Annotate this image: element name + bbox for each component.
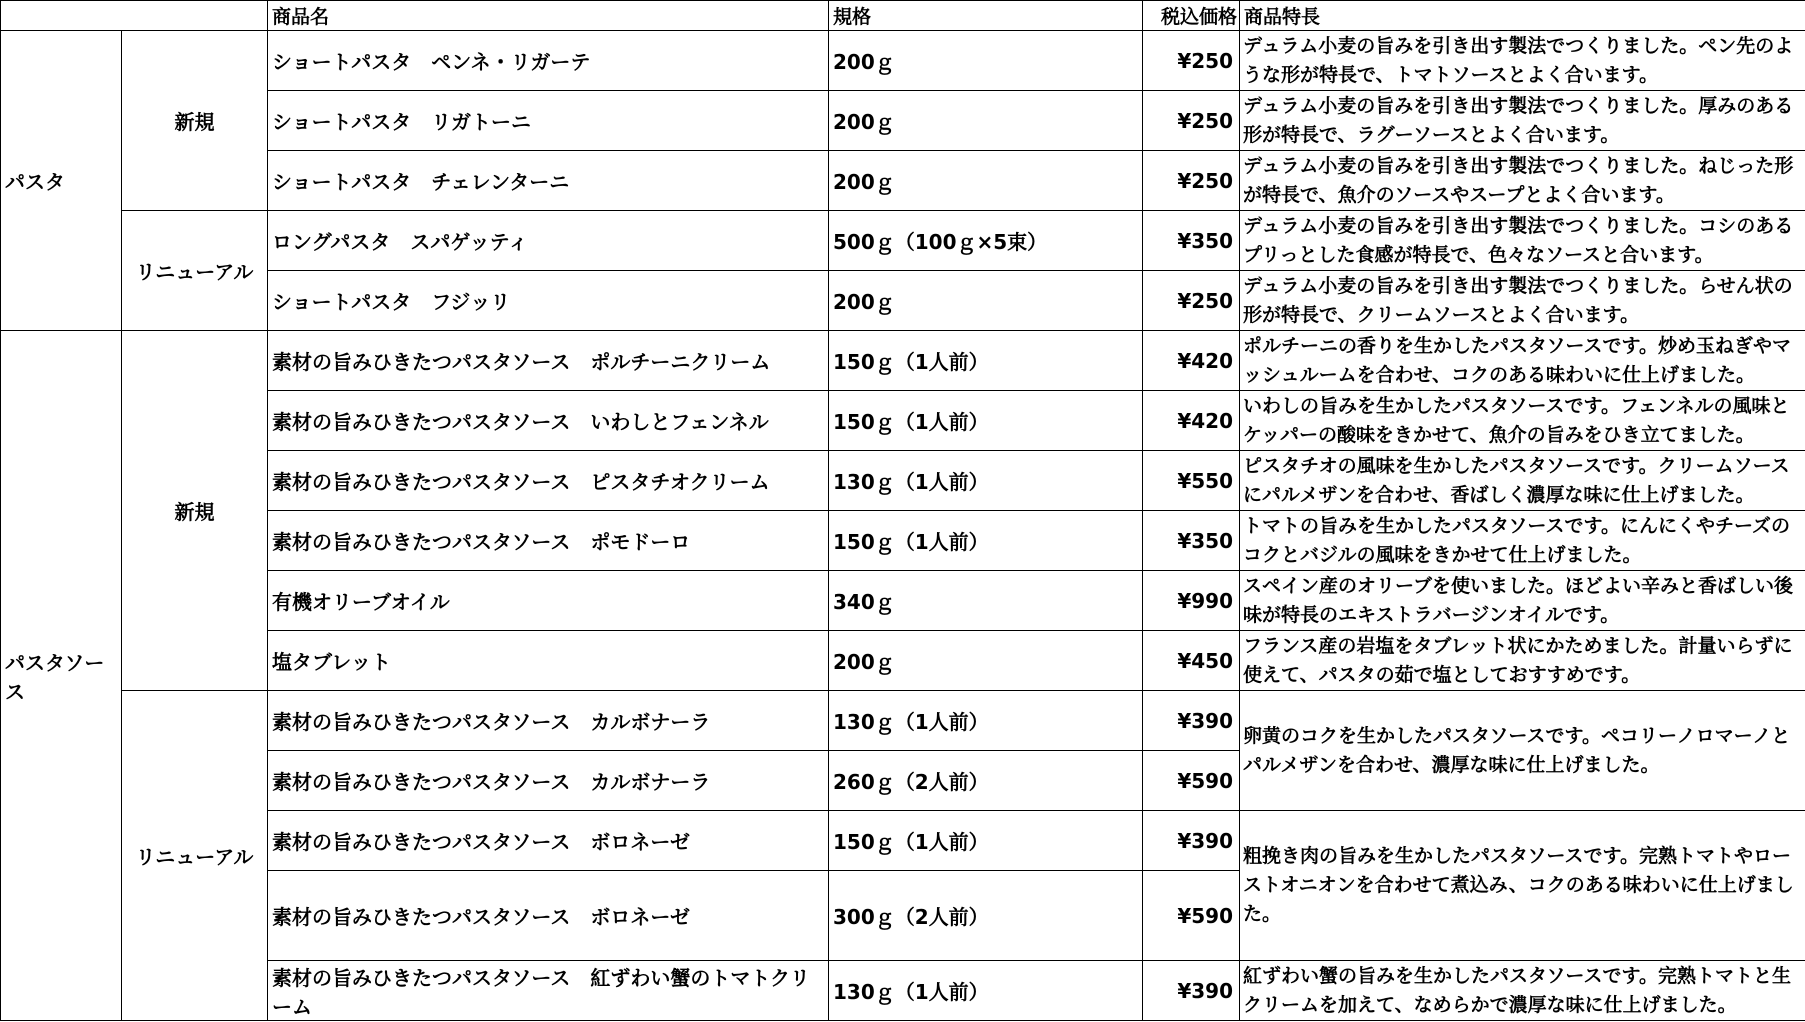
product-spec: 200ｇ — [829, 91, 1143, 151]
product-spec: 200ｇ — [829, 31, 1143, 91]
product-feature: デュラム小麦の旨みを引き出す製法でつくりました。ペン先のような形が特長で、トマトソースとよく合います。 — [1240, 31, 1805, 91]
type-renewal: リニューアル — [122, 211, 268, 331]
header-spec: 規格 — [829, 1, 1143, 31]
table-row — [1, 511, 1805, 571]
product-name: 素材の旨みひきたつパスタソース カルボナーラ — [268, 691, 829, 751]
product-spec: 130ｇ（1人前） — [829, 451, 1143, 511]
product-feature: 粗挽き肉の旨みを生かしたパスタソースです。完熟トマトやローストオニオンを合わせて煮込み、コクのある味わいに仕上げました。 — [1240, 811, 1805, 961]
product-feature: デュラム小麦の旨みを引き出す製法でつくりました。ねじった形が特長で、魚介のソースやスープとよく合います。 — [1240, 151, 1805, 211]
header-price: 税込価格 — [1143, 1, 1240, 31]
table-row — [1, 691, 1805, 751]
product-price: ¥550 — [1143, 451, 1240, 511]
product-spec: 300ｇ（2人前） — [829, 871, 1143, 961]
product-spec: 150ｇ（1人前） — [829, 391, 1143, 451]
category-sauce: パスタソース — [1, 331, 122, 1021]
table-row — [1, 391, 1805, 451]
table-row — [1, 271, 1805, 331]
product-name: ショートパスタ リガトーニ — [268, 91, 829, 151]
table-row — [1, 91, 1805, 151]
product-price: ¥450 — [1143, 631, 1240, 691]
product-name: 素材の旨みひきたつパスタソース いわしとフェンネル — [268, 391, 829, 451]
product-name: 素材の旨みひきたつパスタソース ピスタチオクリーム — [268, 451, 829, 511]
product-feature: デュラム小麦の旨みを引き出す製法でつくりました。らせん状の形が特長で、クリームソースとよく合います。 — [1240, 271, 1805, 331]
product-spec: 340ｇ — [829, 571, 1143, 631]
product-price: ¥420 — [1143, 331, 1240, 391]
product-price: ¥420 — [1143, 391, 1240, 451]
table-row — [1, 631, 1805, 691]
product-price: ¥990 — [1143, 571, 1240, 631]
product-price: ¥390 — [1143, 691, 1240, 751]
product-feature: 卵黄のコクを生かしたパスタソースです。ペコリーノロマーノとパルメザンを合わせ、濃厚な味に仕上げました。 — [1240, 691, 1805, 811]
product-spec: 200ｇ — [829, 151, 1143, 211]
product-spec: 200ｇ — [829, 631, 1143, 691]
product-spec: 500ｇ（100ｇ×5束） — [829, 211, 1143, 271]
category-pasta: パスタ — [1, 31, 122, 331]
header-type — [122, 1, 268, 31]
product-name: ショートパスタ フジッリ — [268, 271, 829, 331]
product-name: 素材の旨みひきたつパスタソース ボロネーゼ — [268, 871, 829, 961]
table-row — [1, 961, 1805, 1021]
product-name: 素材の旨みひきたつパスタソース カルボナーラ — [268, 751, 829, 811]
type-renewal: リニューアル — [122, 691, 268, 1021]
product-price: ¥250 — [1143, 151, 1240, 211]
product-price: ¥250 — [1143, 91, 1240, 151]
product-name: 有機オリーブオイル — [268, 571, 829, 631]
product-spec: 130ｇ（1人前） — [829, 961, 1143, 1021]
table-row — [1, 331, 1805, 391]
product-feature: フランス産の岩塩をタブレット状にかためました。計量いらずに使えて、パスタの茹で塩としておすすめです。 — [1240, 631, 1805, 691]
table-row — [1, 211, 1805, 271]
table-row — [1, 811, 1805, 871]
product-feature: 紅ずわい蟹の旨みを生かしたパスタソースです。完熟トマトと生クリームを加えて、なめらかで濃厚な味に仕上げました。 — [1240, 961, 1805, 1021]
product-price: ¥590 — [1143, 751, 1240, 811]
product-price: ¥390 — [1143, 811, 1240, 871]
product-name: ショートパスタ チェレンターニ — [268, 151, 829, 211]
product-spec: 260ｇ（2人前） — [829, 751, 1143, 811]
product-feature: いわしの旨みを生かしたパスタソースです。フェンネルの風味とケッパーの酸味をきかせて、魚介の旨みをひき立てました。 — [1240, 391, 1805, 451]
product-feature: トマトの旨みを生かしたパスタソースです。にんにくやチーズのコクとバジルの風味をきかせて仕上げました。 — [1240, 511, 1805, 571]
product-name: 塩タブレット — [268, 631, 829, 691]
table-row — [1, 31, 1805, 91]
product-name: 素材の旨みひきたつパスタソース ポルチーニクリーム — [268, 331, 829, 391]
product-price: ¥590 — [1143, 871, 1240, 961]
product-feature: スペイン産のオリーブを使いました。ほどよい辛みと香ばしい後味が特長のエキストラバージンオイルです。 — [1240, 571, 1805, 631]
product-spec: 150ｇ（1人前） — [829, 811, 1143, 871]
product-name: 素材の旨みひきたつパスタソース ポモドーロ — [268, 511, 829, 571]
product-feature: ピスタチオの風味を生かしたパスタソースです。クリームソースにパルメザンを合わせ、香ばしく濃厚な味に仕上げました。 — [1240, 451, 1805, 511]
table-row — [1, 451, 1805, 511]
product-name: ロングパスタ スパゲッティ — [268, 211, 829, 271]
header-category — [1, 1, 122, 31]
product-price: ¥250 — [1143, 31, 1240, 91]
product-name: ショートパスタ ペンネ・リガーテ — [268, 31, 829, 91]
product-name: 素材の旨みひきたつパスタソース ボロネーゼ — [268, 811, 829, 871]
product-spec: 150ｇ（1人前） — [829, 511, 1143, 571]
product-price: ¥350 — [1143, 511, 1240, 571]
product-feature: ポルチーニの香りを生かしたパスタソースです。炒め玉ねぎやマッシュルームを合わせ、コクのある味わいに仕上げました。 — [1240, 331, 1805, 391]
type-new: 新規 — [122, 31, 268, 211]
product-spec: 150ｇ（1人前） — [829, 331, 1143, 391]
product-feature: デュラム小麦の旨みを引き出す製法でつくりました。厚みのある形が特長で、ラグーソースとよく合います。 — [1240, 91, 1805, 151]
header-name: 商品名 — [268, 1, 829, 31]
product-price: ¥390 — [1143, 961, 1240, 1021]
product-spec: 200ｇ — [829, 271, 1143, 331]
type-new: 新規 — [122, 331, 268, 691]
product-spec: 130ｇ（1人前） — [829, 691, 1143, 751]
product-name: 素材の旨みひきたつパスタソース 紅ずわい蟹のトマトクリーム — [268, 961, 829, 1021]
header-feature: 商品特長 — [1240, 1, 1805, 31]
product-price: ¥250 — [1143, 271, 1240, 331]
table-row — [1, 151, 1805, 211]
product-feature: デュラム小麦の旨みを引き出す製法でつくりました。コシのあるプリっとした食感が特長で、色々なソースと合います。 — [1240, 211, 1805, 271]
table-row — [1, 571, 1805, 631]
header-row — [1, 1, 1805, 31]
product-price: ¥350 — [1143, 211, 1240, 271]
